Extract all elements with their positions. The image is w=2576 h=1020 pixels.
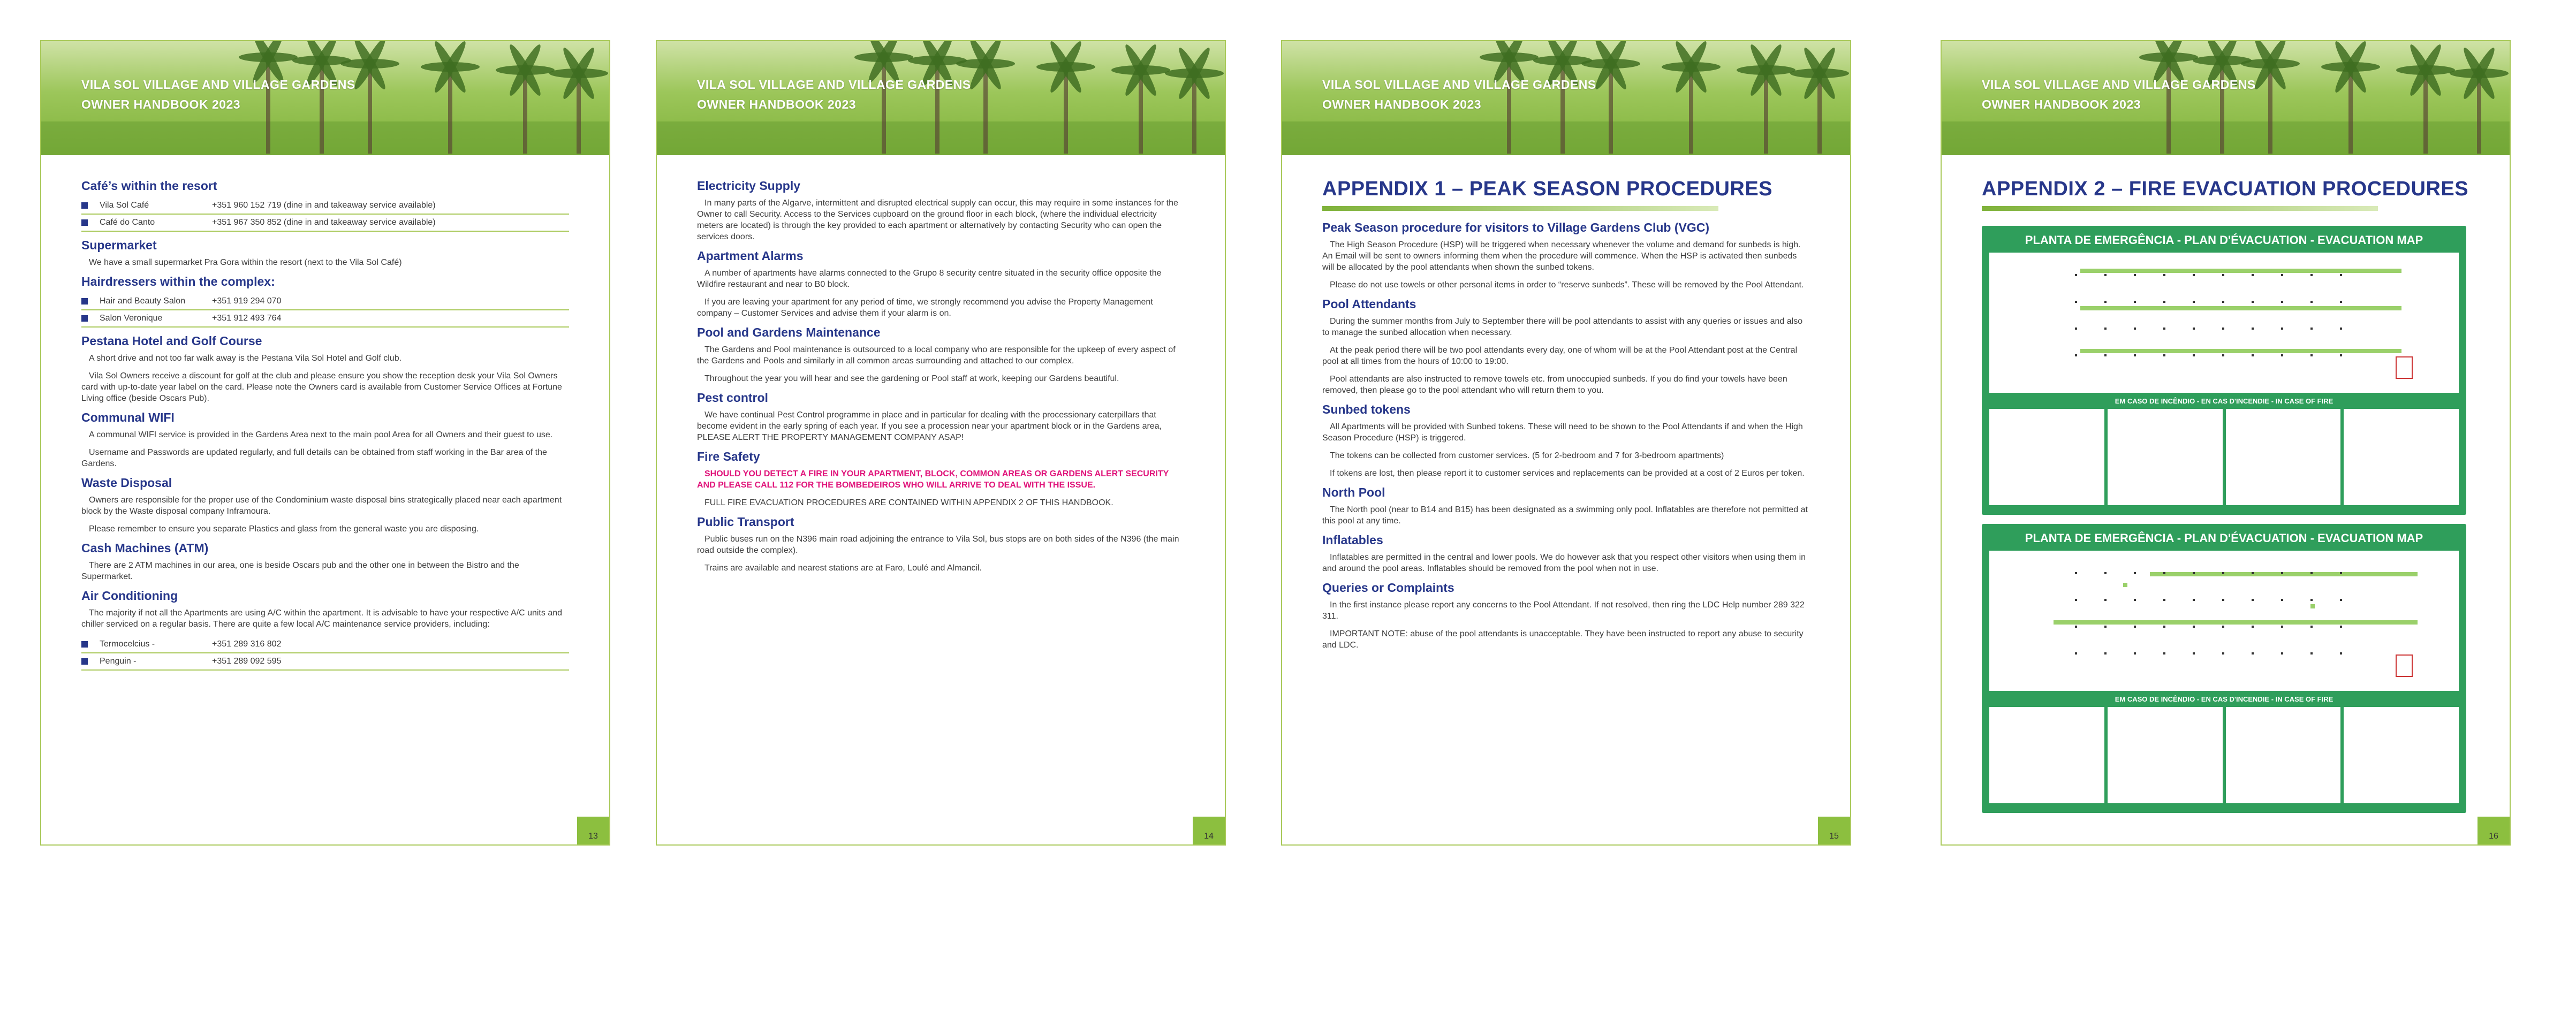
- heading-alarms: Apartment Alarms: [697, 249, 804, 263]
- paragraph: All Apartments will be provided with Sunbed tokens. These will need to be shown to the Pool Attendants if and when the High Season Procedure (HSP) is triggered.: [1322, 422, 1803, 443]
- paragraph: A communal WIFI service is provided in the Gardens Area next to the main pool Area for all Owners and their guest to use.: [89, 430, 553, 439]
- heading-atm: Cash Machines (ATM): [81, 541, 209, 555]
- map-instructions-heading: EM CASO DE INCÊNDIO - EN CAS D'INCENDIE - IN CASE OF FIRE: [2115, 397, 2333, 405]
- appendix-title: APPENDIX 1 – PEAK SEASON PROCEDURES: [1322, 178, 1773, 200]
- heading-pest: Pest control: [697, 391, 768, 405]
- map-title: PLANTA DE EMERGÊNCIA - PLAN D'ÉVACUATION - EVACUATION MAP: [2025, 531, 2423, 545]
- paragraph: Pool attendants are also instructed to remove towels etc. from unoccupied sunbeds. If you do find your towels have been removed, then please go to the pool attendant who will return them to you.: [1322, 375, 1787, 395]
- paragraph: The tokens can be collected from customer services. (5 for 2-bedroom and 7 for 3-bedroom apartments): [1330, 451, 1724, 460]
- paragraph: Throughout the year you will hear and see the gardening or Pool staff at work, keeping our Gardens beautiful.: [704, 374, 1119, 383]
- banner-title: VILA SOL VILLAGE AND VILLAGE GARDENS: [81, 78, 355, 92]
- list-item: Vila Sol Café +351 960 152 719 (dine in and takeaway service available): [81, 197, 569, 215]
- banner-title: VILA SOL VILLAGE AND VILLAGE GARDENS: [1322, 78, 1596, 92]
- paragraph: The High Season Procedure (HSP) will be triggered when necessary whenever the volume and demand for sunbeds is high. An Email will be sent to owners informing them when the procedure will commence. When the HSP is activated then sunbeds will be allocated by the pool attendants when shown the sunbed tokens.: [1322, 240, 1801, 272]
- evacuation-map: [1982, 226, 2466, 515]
- paragraph: A number of apartments have alarms connected to the Grupo 8 security centre situated in the security office opposite the Wildfire restaurant and near to B0 block.: [697, 269, 1162, 289]
- heading-transport: Public Transport: [697, 515, 794, 529]
- paragraph: Vila Sol Owners receive a discount for golf at the club and please ensure you show the reception desk your Vila Sol Owners card with up-to-date year label on the card. Please note the Owners card is available from Customer Service Offices at Fortune Living office (beside Oscars Pub).: [81, 371, 562, 403]
- map-instructions-heading: EM CASO DE INCÊNDIO - EN CAS D'INCENDIE - IN CASE OF FIRE: [2115, 695, 2333, 703]
- page-number: 13: [577, 817, 609, 844]
- heading-vgc: Peak Season procedure for visitors to Village Gardens Club (VGC): [1322, 220, 1709, 234]
- heading-tokens: Sunbed tokens: [1322, 402, 1411, 416]
- title-underline: [1322, 206, 1718, 211]
- paragraph: The Gardens and Pool maintenance is outsourced to a local company who are responsible for the upkeep of every aspect of the Gardens and Pools and similarly in all common areas surrounding and attached to our complex.: [697, 345, 1176, 366]
- banner-subtitle: OWNER HANDBOOK 2023: [697, 97, 857, 111]
- paragraph: Please do not use towels or other personal items in order to “reserve sunbeds”. These will be removed by the Pool Attendant.: [1330, 280, 1804, 290]
- paragraph: In the first instance please report any concerns to the Pool Attendant. If not resolved, then ring the LDC Help number 289 322 311.: [1322, 600, 1805, 621]
- paragraph: Trains are available and nearest stations are at Faro, Loulé and Almancil.: [704, 564, 982, 573]
- list-item: Penguin - +351 289 092 595: [81, 653, 569, 671]
- heading-electricity: Electricity Supply: [697, 179, 801, 193]
- paragraph: Inflatables are permitted in the central and lower pools. We do however ask that you respect other visitors when using them in and around the pool areas. Inflatables should be removed from the pool when not in use.: [1322, 553, 1806, 573]
- page-banner: [1282, 41, 1850, 155]
- heading-hairdressers: Hairdressers within the complex:: [81, 275, 275, 288]
- page-number: 14: [1193, 817, 1225, 844]
- paragraph: We have continual Pest Control programme in place and in particular for dealing with the processionary caterpillars that become evident in the early spring of each year. If you see a procession near your apartment block or in the Gardens area, PLEASE ALERT THE PROPERTY MANAGEMENT COMPANY ASAP!: [697, 410, 1162, 442]
- paragraph: FULL FIRE EVACUATION PROCEDURES ARE CONTAINED WITHIN APPENDIX 2 OF THIS HANDBOOK.: [704, 498, 1113, 507]
- evacuation-map: [1982, 524, 2466, 813]
- page-number: 15: [1818, 817, 1850, 844]
- page-number: 16: [2477, 817, 2510, 844]
- paragraph: IMPORTANT NOTE: abuse of the pool attendants is unacceptable. They have been instructed to report any abuse to security and LDC.: [1322, 629, 1804, 650]
- paragraph: We have a small supermarket Pra Gora within the resort (next to the Vila Sol Café): [89, 258, 402, 267]
- heading-queries: Queries or Complaints: [1322, 581, 1454, 595]
- paragraph: The North pool (near to B14 and B15) has been designated as a swimming only pool. Inflatables are therefore not permitted at this pool at any time.: [1322, 505, 1808, 526]
- banner-subtitle: OWNER HANDBOOK 2023: [81, 97, 241, 111]
- heading-inflatables: Inflatables: [1322, 533, 1383, 547]
- paragraph: Public buses run on the N396 main road adjoining the entrance to Vila Sol, bus stops are on both sides of the N396 (the main road outside the complex).: [697, 535, 1179, 555]
- banner-title: VILA SOL VILLAGE AND VILLAGE GARDENS: [697, 78, 971, 92]
- banner-subtitle: OWNER HANDBOOK 2023: [1982, 97, 2141, 111]
- title-underline: [1982, 206, 2378, 211]
- map-title: PLANTA DE EMERGÊNCIA - PLAN D'ÉVACUATION - EVACUATION MAP: [2025, 233, 2423, 247]
- page-banner: [41, 41, 609, 155]
- list-item: Hair and Beauty Salon +351 919 294 070: [81, 293, 569, 310]
- paragraph: There are 2 ATM machines in our area, one is beside Oscars pub and the other one in between the Bistro and the Supermarket.: [81, 561, 519, 581]
- banner-subtitle: OWNER HANDBOOK 2023: [1322, 97, 1482, 111]
- heading-supermarket: Supermarket: [81, 238, 157, 252]
- page-16: [1941, 40, 2511, 846]
- paragraph: If tokens are lost, then please report it to customer services and replacements can be provided at a cost of 2 Euros per token.: [1330, 469, 1805, 478]
- appendix-title: APPENDIX 2 – FIRE EVACUATION PROCEDURES: [1982, 178, 2469, 200]
- heading-wifi: Communal WIFI: [81, 410, 175, 424]
- banner-title: VILA SOL VILLAGE AND VILLAGE GARDENS: [1982, 78, 2256, 92]
- heading-waste: Waste Disposal: [81, 476, 172, 490]
- page-14: [656, 40, 1226, 846]
- paragraph: Please remember to ensure you separate Plastics and glass from the general waste you are disposing.: [89, 524, 479, 534]
- page-15: [1281, 40, 1851, 846]
- page-banner: [1942, 41, 2510, 155]
- page-banner: [657, 41, 1225, 155]
- list-item: Termocelcius - +351 289 316 802: [81, 636, 569, 653]
- heading-cafes: Café’s within the resort: [81, 179, 217, 193]
- page-13: [40, 40, 610, 846]
- paragraph: In many parts of the Algarve, intermittent and disrupted electrical supply can occur, this may require in some instances for the Owner to call Security. Access to the Services cupboard on the ground floor in each block, (where the individual electricity meters are located) is through the key provided to each apartment or alternatively by contacting Security who can open the services doors.: [697, 199, 1178, 241]
- list-item: Café do Canto +351 967 350 852 (dine in and takeaway service available): [81, 215, 569, 232]
- fire-alert: SHOULD YOU DETECT A FIRE IN YOUR APARTMENT, BLOCK, COMMON AREAS OR GARDENS ALERT SECURITY AND PLEASE CALL 112 FOR THE BOMBEDEIROS WHO WILL ARRIVE TO DEAL WITH THE ISSUE.: [697, 469, 1169, 490]
- paragraph: If you are leaving your apartment for any period of time, we strongly recommend you advise the Property Management company – Customer Services and advise them if your alarm is on.: [697, 298, 1153, 318]
- instruction-panels: [1989, 409, 2459, 505]
- floor-plan: [1989, 253, 2459, 393]
- paragraph: During the summer months from July to September there will be pool attendants to assist with any queries or issues and also to manage the sunbed allocation when necessary.: [1322, 317, 1803, 337]
- paragraph: Owners are responsible for the proper use of the Condominium waste disposal bins strategically placed near each apartment block by the Waste disposal company Inframoura.: [81, 496, 562, 516]
- paragraph: A short drive and not too far walk away is the Pestana Vila Sol Hotel and Golf club.: [89, 354, 402, 363]
- heading-fire: Fire Safety: [697, 450, 760, 463]
- heading-ac: Air Conditioning: [81, 589, 178, 603]
- paragraph: Username and Passwords are updated regularly, and full details can be obtained from staff working in the Bar area of the Gardens.: [81, 448, 547, 468]
- paragraph: At the peak period there will be two pool attendants every day, one of whom will be at the Pool Attendant post at the Central pool at all times from the hours of 10:00 to 19:00.: [1322, 346, 1798, 366]
- instruction-panels: [1989, 707, 2459, 803]
- heading-pool-maintenance: Pool and Gardens Maintenance: [697, 325, 881, 339]
- heading-north-pool: North Pool: [1322, 485, 1385, 499]
- heading-pestana: Pestana Hotel and Golf Course: [81, 334, 262, 348]
- paragraph: The majority if not all the Apartments are using A/C within the apartment. It is advisable to have your respective A/C units and chiller serviced on a regular basis. There are quite a few local A/C maintenance service providers, including:: [81, 608, 563, 629]
- floor-plan: [1989, 551, 2459, 691]
- list-item: Salon Veronique +351 912 493 764: [81, 310, 569, 328]
- heading-pool-attendants: Pool Attendants: [1322, 297, 1416, 311]
